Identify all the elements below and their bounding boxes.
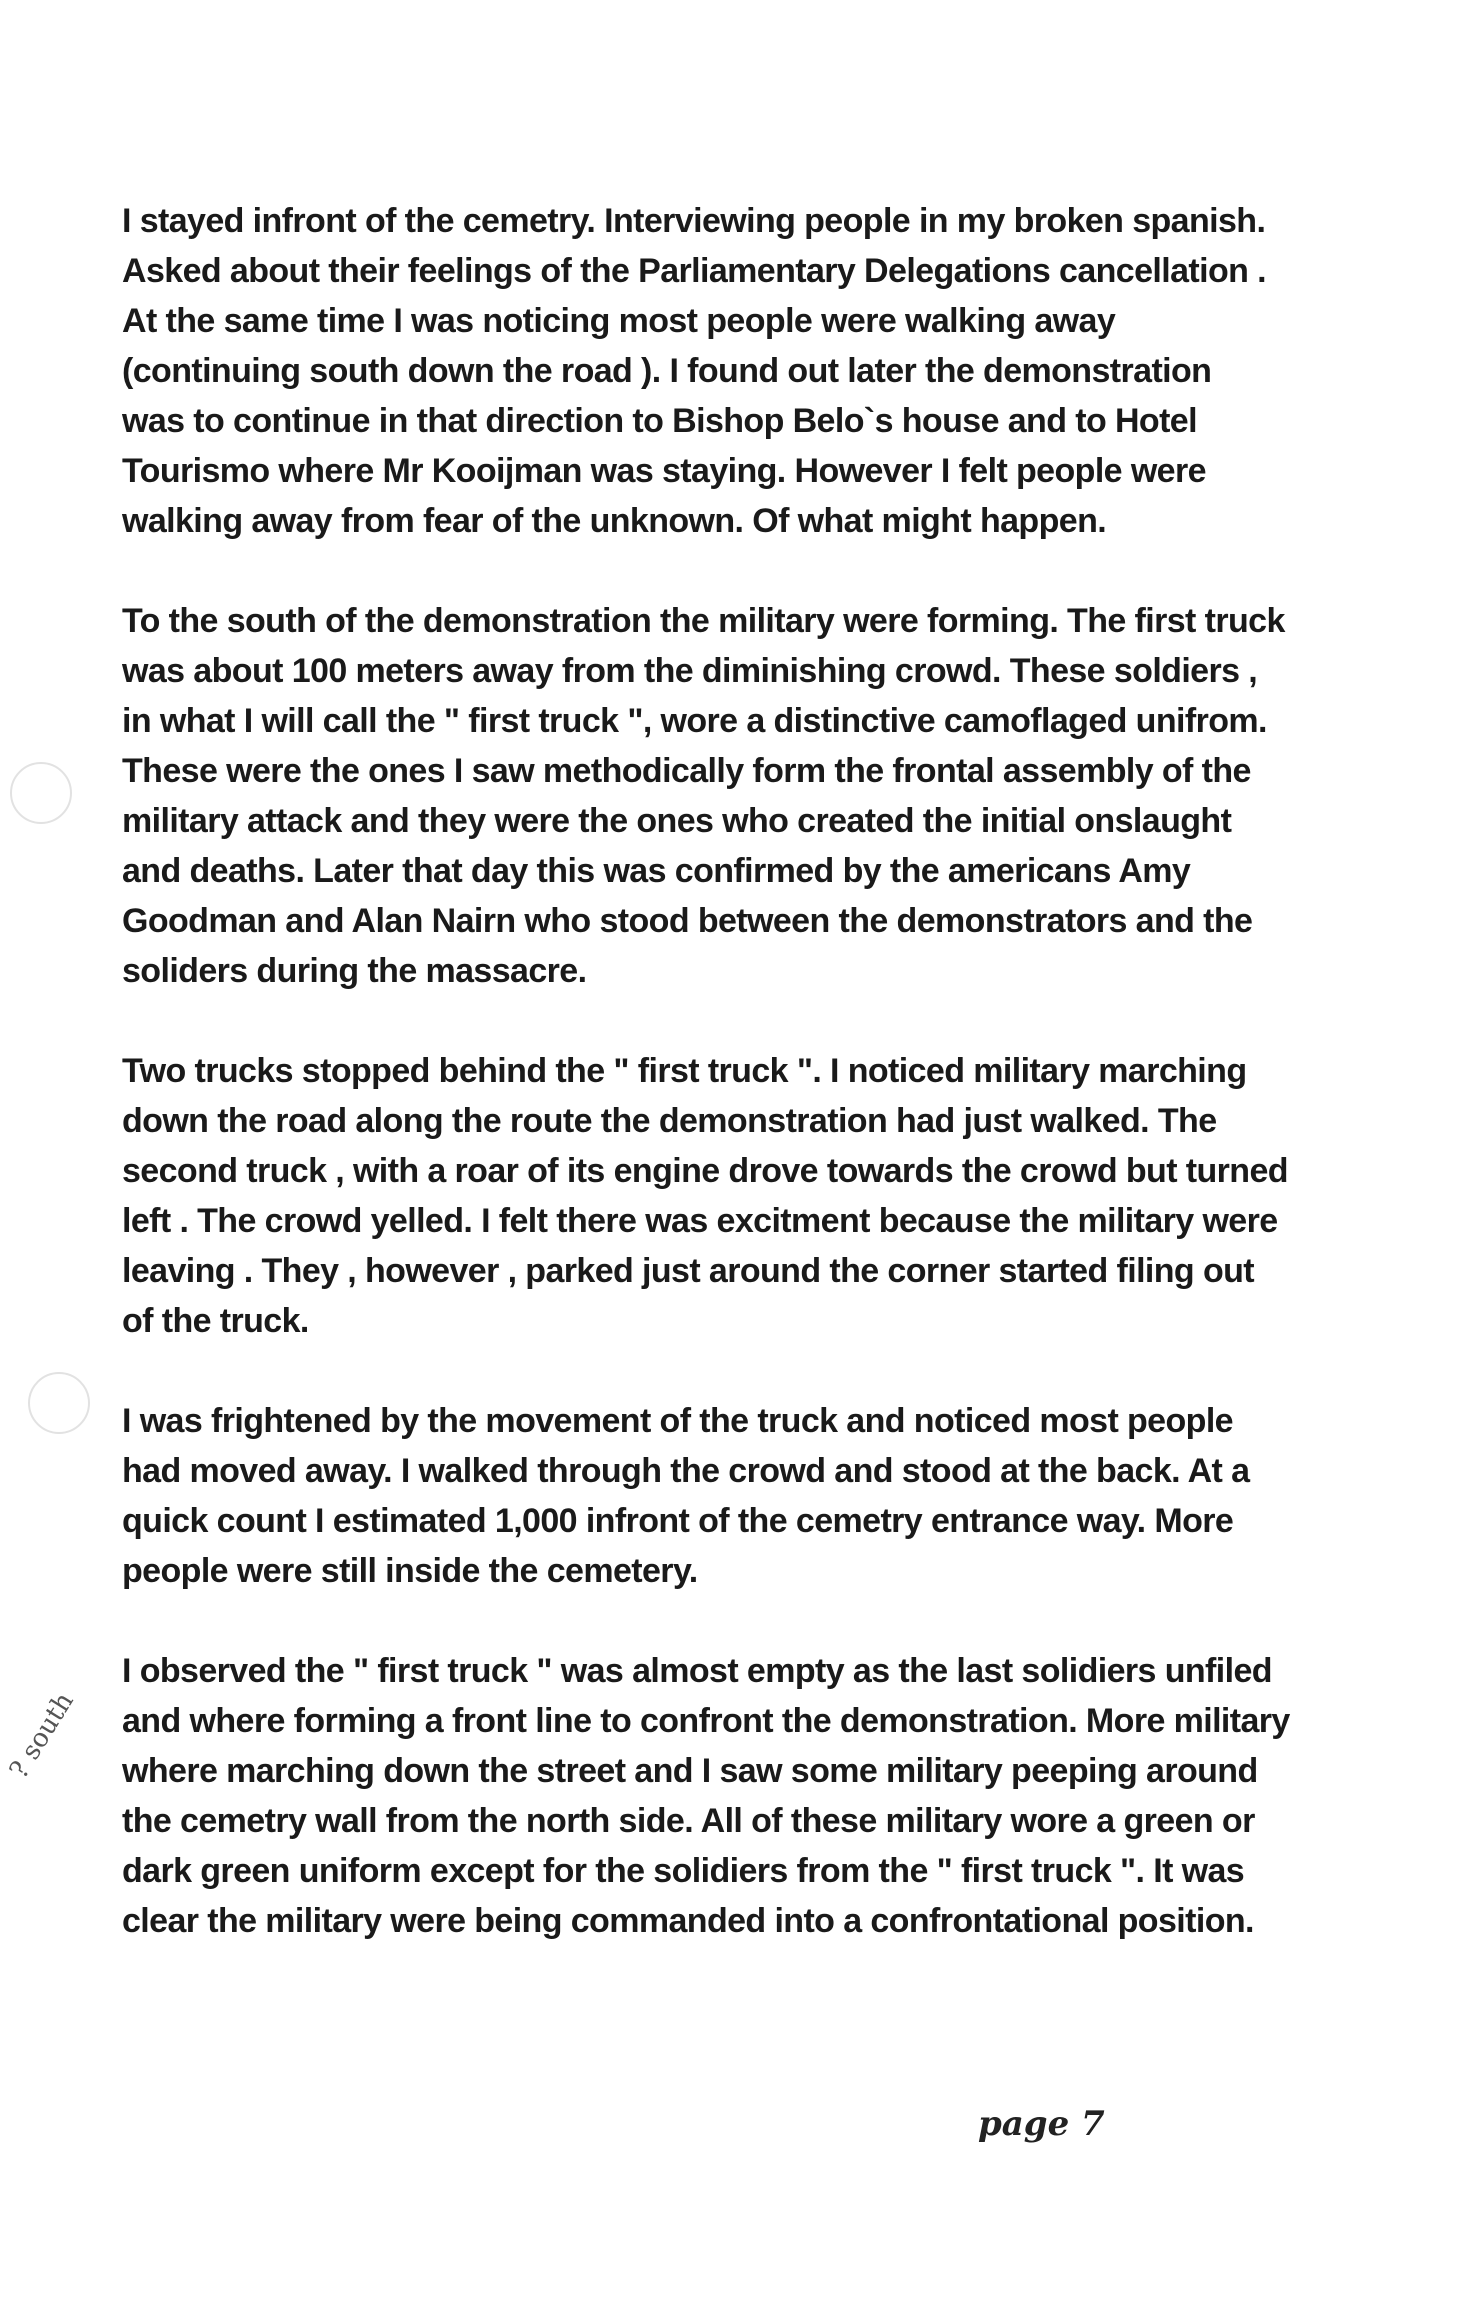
text-line: second truck , with a roar of its engine drove towards the crowd but turned xyxy=(122,1152,1288,1190)
text-line: had moved away. I walked through the crowd and stood at the back. At a xyxy=(122,1452,1250,1490)
text-line: left . The crowd yelled. I felt there was excitment because the military were xyxy=(122,1202,1278,1240)
text-line: of the truck. xyxy=(122,1302,309,1340)
text-line: where marching down the street and I saw some military peeping around xyxy=(122,1752,1258,1790)
text-line: I stayed infront of the cemetry. Interviewing people in my broken spanish. xyxy=(122,202,1266,240)
text-line: clear the military were being commanded into a confrontational position. xyxy=(122,1902,1254,1940)
text-line: walking away from fear of the unknown. Of what might happen. xyxy=(122,502,1107,540)
text-line: Asked about their feelings of the Parliamentary Delegations cancellation . xyxy=(122,252,1267,290)
body-text xyxy=(122,196,1308,1996)
text-line: the cemetry wall from the north side. All of these military wore a green or xyxy=(122,1802,1255,1840)
text-line: dark green uniform except for the solidiers from the " first truck ". It was xyxy=(122,1852,1245,1890)
text-line: was about 100 meters away from the diminishing crowd. These soldiers , xyxy=(122,652,1258,690)
paragraph xyxy=(122,1646,1308,1946)
punch-hole-mark xyxy=(28,1372,90,1434)
text-line: soliders during the massacre. xyxy=(122,952,587,990)
text-line: quick count I estimated 1,000 infront of the cemetry entrance way. More xyxy=(122,1502,1234,1540)
paragraph xyxy=(122,596,1308,996)
text-line: in what I will call the " first truck ", wore a distinctive camoflaged unifrom. xyxy=(122,702,1267,740)
page-number: page 7 xyxy=(978,2104,1105,2144)
text-line: To the south of the demonstration the military were forming. The first truck xyxy=(122,602,1285,640)
text-line: These were the ones I saw methodically form the frontal assembly of the xyxy=(122,752,1251,790)
text-line: Tourismo where Mr Kooijman was staying. However I felt people were xyxy=(122,452,1206,490)
text-line: people were still inside the cemetery. xyxy=(122,1552,698,1590)
text-line: military attack and they were the ones who created the initial onslaught xyxy=(122,802,1232,840)
punch-hole-mark xyxy=(10,762,72,824)
text-line: I was frightened by the movement of the truck and noticed most people xyxy=(122,1402,1233,1440)
text-line: and where forming a front line to confront the demonstration. More military xyxy=(122,1702,1290,1740)
text-line: and deaths. Later that day this was confirmed by the americans Amy xyxy=(122,852,1191,890)
text-line: Two trucks stopped behind the " first truck ". I noticed military marching xyxy=(122,1052,1247,1090)
text-line: At the same time I was noticing most people were walking away xyxy=(122,302,1116,340)
text-line: Goodman and Alan Nairn who stood between the demonstrators and the xyxy=(122,902,1253,940)
text-line: I observed the " first truck " was almost empty as the last solidiers unfiled xyxy=(122,1652,1272,1690)
paragraph xyxy=(122,1396,1308,1596)
text-line: was to continue in that direction to Bishop Belo`s house and to Hotel xyxy=(122,402,1197,440)
text-line: leaving . They , however , parked just around the corner started filing out xyxy=(122,1252,1255,1290)
text-line: (continuing south down the road ). I found out later the demonstration xyxy=(122,352,1212,390)
handwritten-margin-note: ? south xyxy=(4,1687,80,1784)
paragraph xyxy=(122,1046,1308,1346)
text-line: down the road along the route the demonstration had just walked. The xyxy=(122,1102,1217,1140)
paragraph xyxy=(122,196,1308,546)
